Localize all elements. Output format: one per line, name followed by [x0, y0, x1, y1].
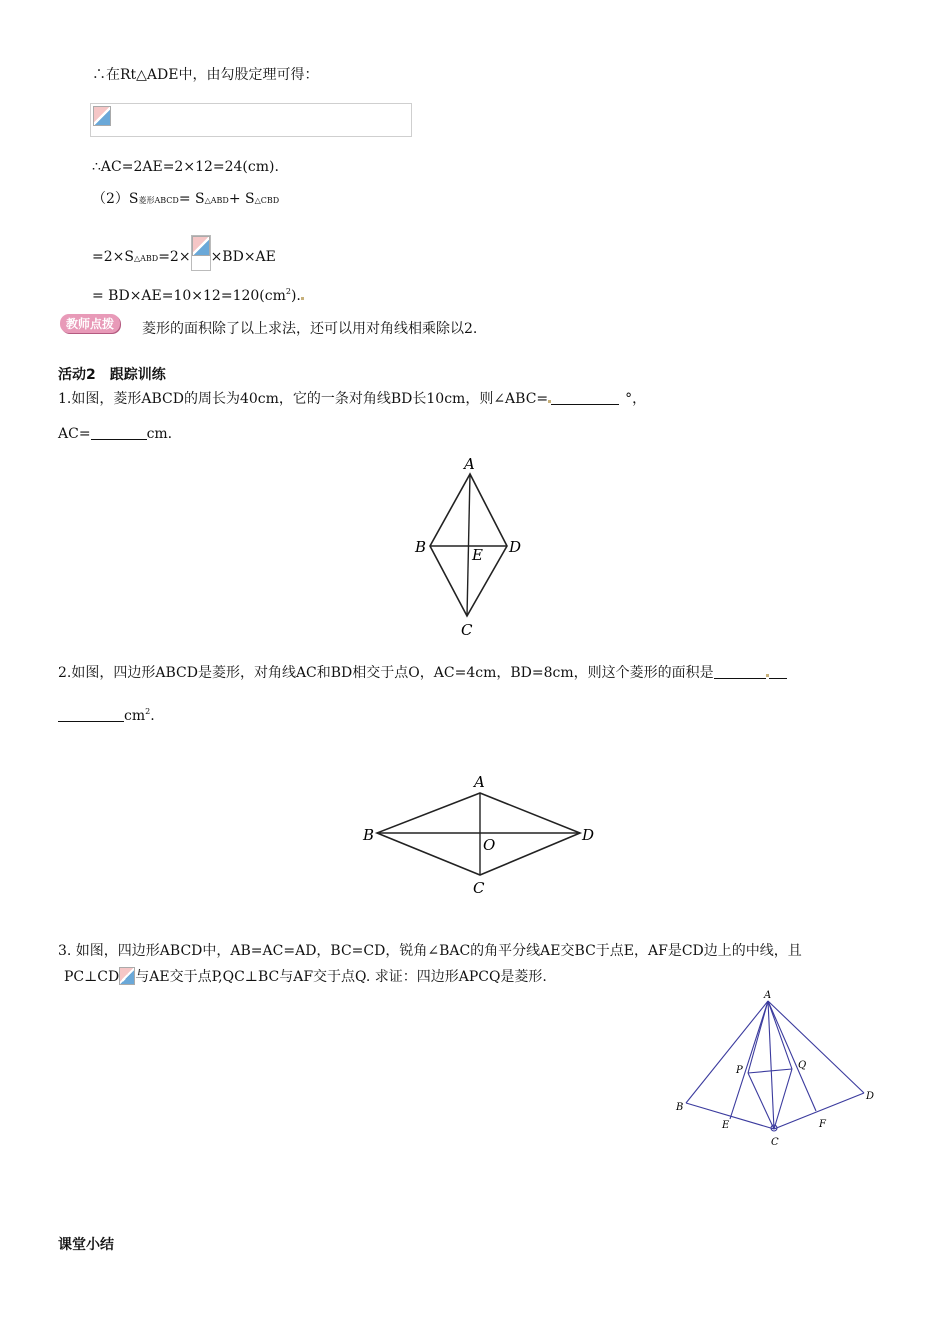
label-a: A [764, 990, 772, 1001]
broken-image-icon [119, 967, 135, 985]
label-d: D [509, 538, 522, 556]
answer-blank-area-cont[interactable] [58, 707, 124, 722]
teacher-tip-text: 菱形的面积除了以上求法，还可以用对角线相乘除以2. [142, 321, 478, 337]
diagonal-ac [467, 474, 470, 616]
label-c: C [771, 1137, 779, 1147]
figure-2-rhombus [355, 765, 605, 897]
teacher-tip-badge: 教师点拨 [60, 314, 120, 333]
activity-title: 活动2 跟踪训练 [58, 367, 166, 383]
broken-image-icon [192, 236, 210, 256]
label-a: A [464, 455, 475, 473]
answer-blank-area[interactable] [714, 664, 766, 679]
proof-line-2: ∴AC=2AE=2×12=24(cm). [92, 159, 279, 175]
label-d: D [866, 1091, 875, 1102]
question-2-line-2: $cm^2$. [58, 703, 155, 725]
label-q: Q [798, 1060, 807, 1071]
proof-line-4: =2×S△ABD=2× ×BD×AE [92, 235, 276, 271]
label-c: C [461, 621, 473, 639]
broken-image-icon [93, 106, 111, 126]
figure-1-rhombus [405, 452, 535, 642]
label-p: P [736, 1065, 743, 1076]
figure-3-quadrilateral [668, 985, 880, 1147]
question-2: 2.如图，四边形ABCD是菱形，对角线AC和BD相交于点O，AC=4cm，BD=8cm，则这个菱形的面积是 [58, 664, 787, 682]
label-e: E [722, 1120, 730, 1131]
label-a: A [474, 773, 485, 791]
label-b: B [363, 826, 375, 844]
proof-line-1: ∴在Rt△ADE中，由勾股定理可得： [92, 67, 319, 83]
question-3: 3. 如图，四边形ABCD中，AB=AC=AD，BC=CD，锐角∠BAC的角平分线AE交BC于点E，AF是CD边上的中线，且 [58, 943, 802, 959]
marker-dot [301, 297, 304, 300]
proof-line-3: （2）S菱形ABCD= S△ABD+ S△CBD [92, 191, 280, 207]
label-b: B [415, 538, 427, 556]
proof-line-5: = $BD\times AE=10\times 12=120(cm^2)$. [92, 283, 304, 305]
label-d: D [582, 826, 595, 844]
question-1: 1.如图，菱形ABCD的周长为40cm，它的一条对角线BD长10cm，则∠ABC= °， [58, 391, 647, 407]
label-e: E [472, 546, 483, 564]
answer-blank-ac[interactable] [91, 425, 147, 440]
label-o: O [483, 836, 496, 854]
summary-title: 课堂小结 [58, 1237, 114, 1253]
question-3-line-2: PC⊥CD 与AE交于点P,QC⊥BC与AF交于点Q. 求证：四边形APCQ是菱形. [64, 969, 547, 985]
question-1-line-2: AC= cm. [58, 426, 173, 442]
fraction-image-placeholder [191, 235, 211, 271]
rhombus-outline [377, 793, 580, 875]
formula-image-placeholder [90, 103, 412, 137]
label-b: B [676, 1102, 684, 1113]
answer-blank-angle[interactable] [551, 390, 619, 405]
label-c: C [473, 879, 485, 897]
label-f: F [819, 1119, 826, 1130]
